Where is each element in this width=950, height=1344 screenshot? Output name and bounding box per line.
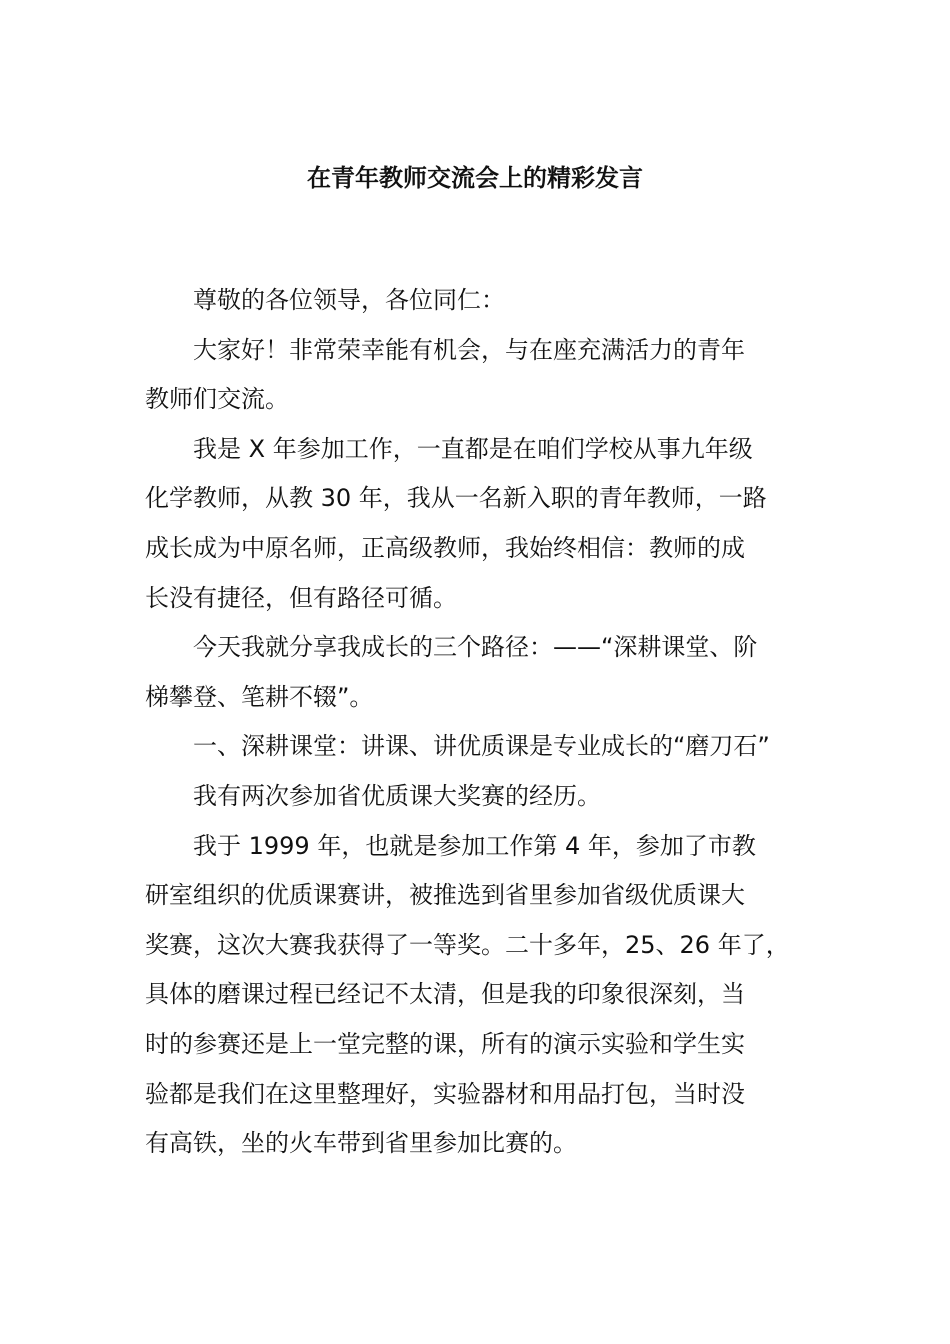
text-line: 尊敬的各位领导，各位同仁： <box>193 286 505 314</box>
paragraph-story <box>145 822 825 1169</box>
text-line: 有高铁，坐的火车带到省里参加比赛的。 <box>145 1129 577 1158</box>
text-line: 化学教师，从教 30 年，我从一名新入职的青年教师，一路 <box>145 484 767 513</box>
text-line: 我于 1999 年，也就是参加工作第 4 年，参加了市教 <box>193 831 756 860</box>
text-line: 时的参赛还是上一堂完整的课，所有的演示实验和学生实 <box>145 1029 745 1058</box>
paragraph-greeting <box>145 276 825 326</box>
text-line: 我有两次参加省优质课大奖赛的经历。 <box>193 781 601 810</box>
text-line: 大家好！非常荣幸能有机会，与在座充满活力的青年 <box>193 335 745 364</box>
text-line: 梯攀登、笔耕不辍”。 <box>145 682 374 711</box>
text-line: 奖赛，这次大赛我获得了一等奖。二十多年，25、26 年了， <box>145 930 790 959</box>
document-body <box>145 276 825 1169</box>
text-line: 成长成为中原名师，正高级教师，我始终相信：教师的成 <box>145 533 745 562</box>
text-line: 一、深耕课堂：讲课、讲优质课是专业成长的“磨刀石” <box>193 732 770 761</box>
text-line: 今天我就分享我成长的三个路径：——“深耕课堂、阶 <box>193 633 758 662</box>
text-line: 长没有捷径，但有路径可循。 <box>145 583 457 612</box>
paragraph-paths <box>145 623 825 722</box>
section-heading <box>145 722 825 772</box>
paragraph-experience <box>145 772 825 822</box>
text-line: 我是 X 年参加工作，一直都是在咱们学校从事九年级 <box>193 434 753 463</box>
text-line: 验都是我们在这里整理好，实验器材和用品打包，当时没 <box>145 1079 745 1108</box>
paragraph-introduction <box>145 425 825 623</box>
text-line: 研室组织的优质课赛讲，被推选到省里参加省级优质课大 <box>145 881 745 910</box>
document-title: 在青年教师交流会上的精彩发言 <box>307 164 643 192</box>
paragraph-opening <box>145 326 825 425</box>
text-line: 具体的磨课过程已经记不太清，但是我的印象很深刻，当 <box>145 980 745 1009</box>
text-line: 教师们交流。 <box>145 385 289 414</box>
